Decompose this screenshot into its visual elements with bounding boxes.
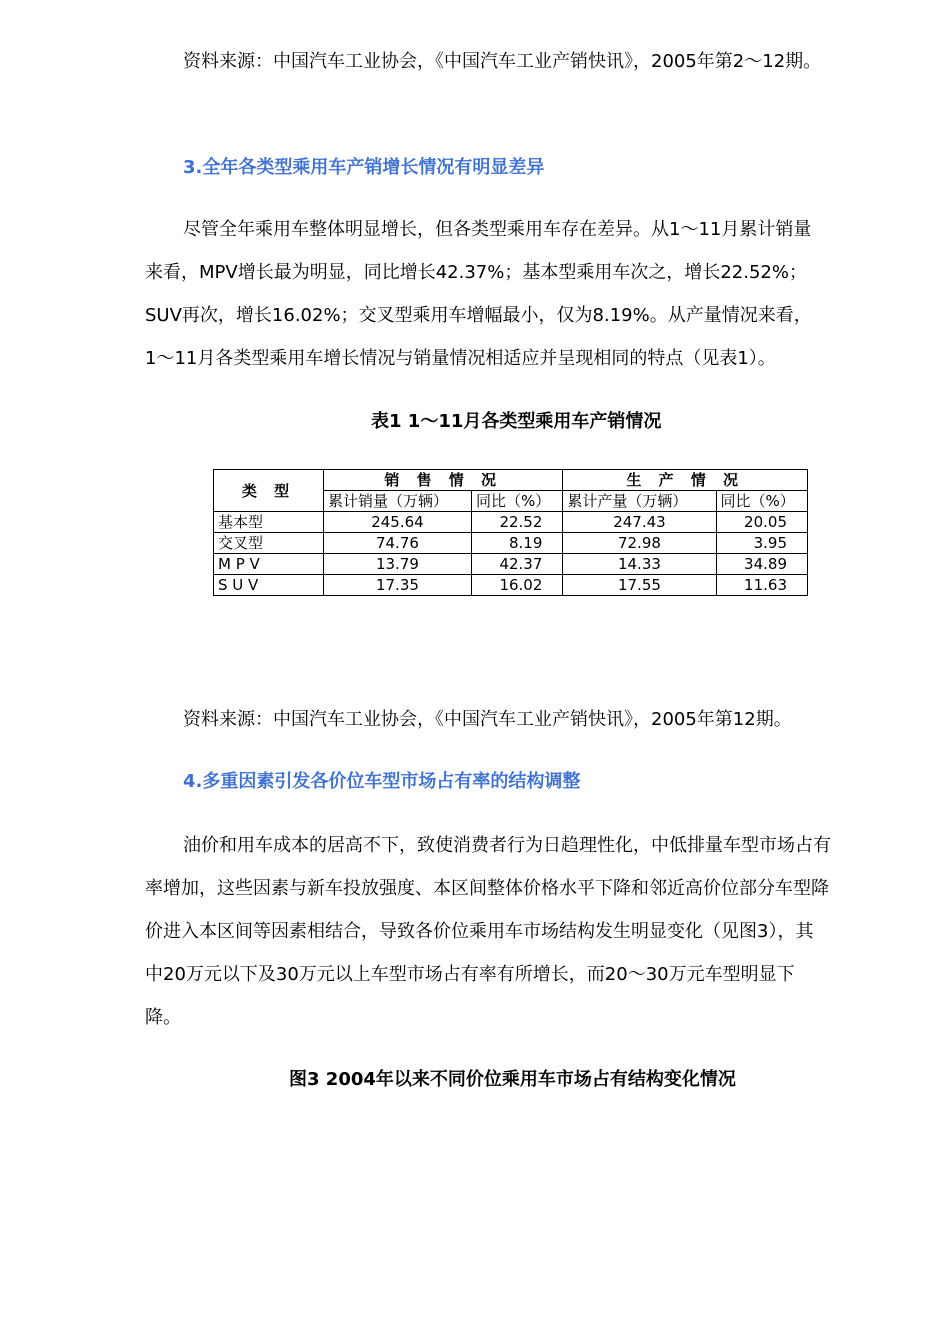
prod-value: 247.43 — [563, 512, 716, 533]
prod-yoy-value: 34.89 — [716, 554, 808, 575]
sales-yoy-value: 8.19 — [471, 533, 562, 554]
row-type: M P V — [214, 554, 324, 575]
table-header-row — [214, 470, 808, 491]
source-note: 资料来源：中国汽车工业协会，《中国汽车工业产销快讯》，2005年第2～12期。 — [183, 51, 822, 72]
table-row — [214, 575, 808, 596]
paragraph-line: 降。 — [145, 1007, 181, 1028]
prod-value: 72.98 — [563, 533, 716, 554]
prod-yoy-value: 3.95 — [716, 533, 808, 554]
paragraph-line: 油价和用车成本的居高不下，致使消费者行为日趋理性化，中低排量车型市场占有 — [183, 835, 831, 856]
source-note: 资料来源：中国汽车工业协会，《中国汽车工业产销快讯》，2005年第12期。 — [183, 709, 792, 730]
table-caption: 表1 1～11月各类型乘用车产销情况 — [371, 411, 662, 432]
row-type: 交叉型 — [214, 533, 324, 554]
prod-yoy-value: 11.63 — [716, 575, 808, 596]
production-group-header: 生 产 情 况 — [563, 470, 808, 491]
sales-yoy-value: 42.37 — [471, 554, 562, 575]
paragraph-line: 率增加，这些因素与新车投放强度、本区间整体价格水平下降和邻近高价位部分车型降 — [145, 878, 829, 899]
row-type: S U V — [214, 575, 324, 596]
sales-yoy-value: 16.02 — [471, 575, 562, 596]
table-row — [214, 533, 808, 554]
sales-group-header: 销 售 情 况 — [323, 470, 562, 491]
paragraph-line: 中20万元以下及30万元以上车型市场占有率有所增长，而20～30万元车型明显下 — [145, 964, 795, 985]
prod-yoy-value: 20.05 — [716, 512, 808, 533]
paragraph-line: 1～11月各类型乘用车增长情况与销量情况相适应并呈现相同的特点（见表1）。 — [145, 348, 776, 369]
type-header: 类 型 — [214, 470, 324, 512]
sales-cum-header: 累计销量（万辆） — [323, 491, 471, 512]
sales-yoy-value: 22.52 — [471, 512, 562, 533]
sales-value: 13.79 — [323, 554, 471, 575]
sales-value: 74.76 — [323, 533, 471, 554]
figure-caption: 图3 2004年以来不同价位乘用车市场占有结构变化情况 — [289, 1069, 736, 1090]
prod-cum-header: 累计产量（万辆） — [563, 491, 716, 512]
sales-production-table — [213, 469, 808, 596]
row-type: 基本型 — [214, 512, 324, 533]
sales-value: 245.64 — [323, 512, 471, 533]
paragraph-line: 价进入本区间等因素相结合，导致各价位乘用车市场结构发生明显变化（见图3），其 — [145, 921, 814, 942]
table-row — [214, 512, 808, 533]
prod-value: 17.55 — [563, 575, 716, 596]
paragraph-line: 尽管全年乘用车整体明显增长，但各类型乘用车存在差异。从1～11月累计销量 — [183, 219, 812, 240]
paragraph-line: 来看，MPV增长最为明显，同比增长42.37%；基本型乘用车次之，增长22.52%； — [145, 262, 807, 283]
sales-value: 17.35 — [323, 575, 471, 596]
paragraph-line: SUV再次，增长16.02%；交叉型乘用车增幅最小，仅为8.19%。从产量情况来看， — [145, 305, 812, 326]
section-4-heading: 4.多重因素引发各价位车型市场占有率的结构调整 — [183, 771, 581, 792]
table-row — [214, 554, 808, 575]
section-3-heading: 3.全年各类型乘用车产销增长情况有明显差异 — [183, 157, 545, 178]
prod-value: 14.33 — [563, 554, 716, 575]
prod-yoy-header: 同比（%） — [716, 491, 808, 512]
sales-yoy-header: 同比（%） — [471, 491, 562, 512]
